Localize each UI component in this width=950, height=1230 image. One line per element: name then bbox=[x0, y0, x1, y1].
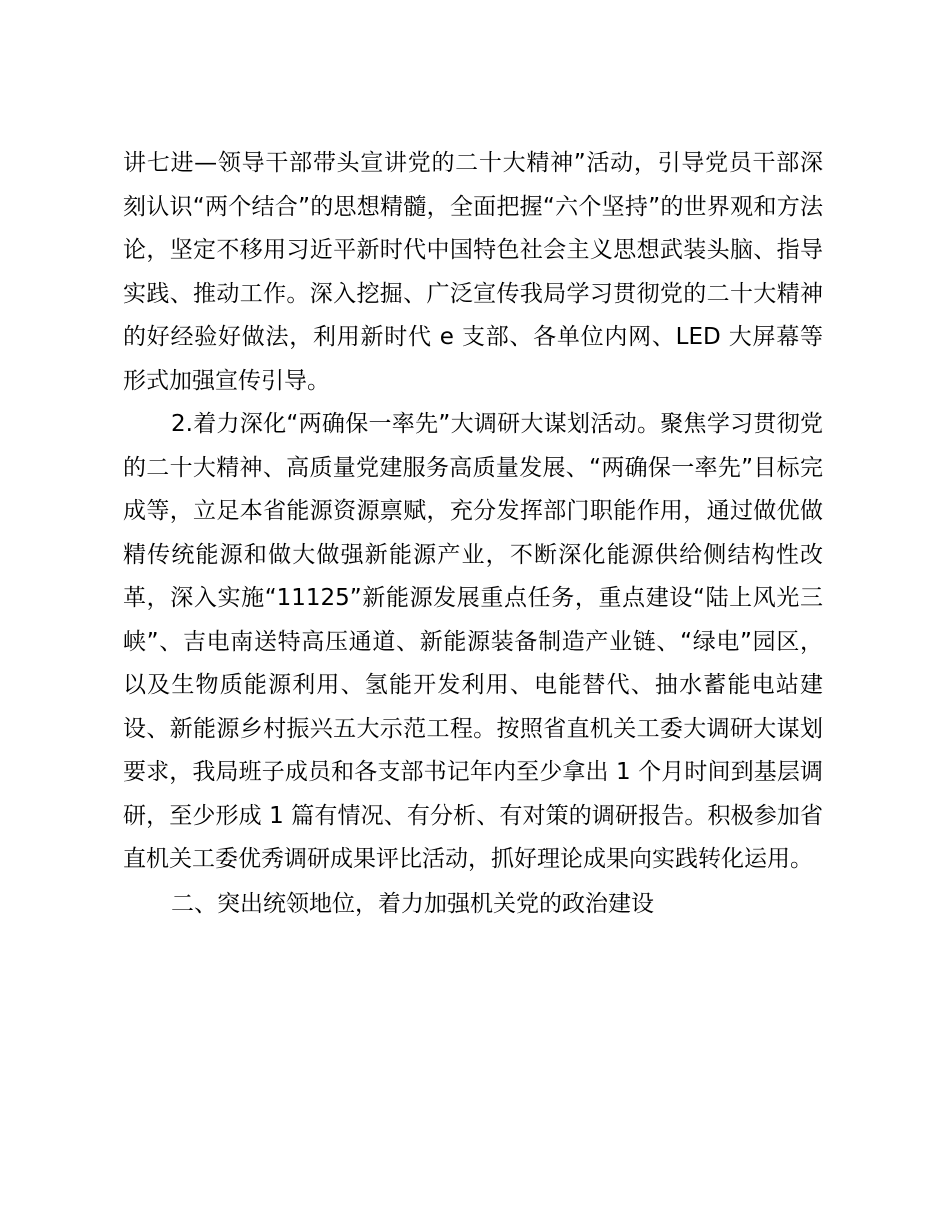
item-2-paragraph: 2.着力深化“两确保一率先”大调研大谋划活动。聚焦学习贯彻党的二十大精神、高质量党建服务高质量发展、“两确保一率先”目标完成等，立足本省能源资源禀赋，充分发挥部门职能作用，通过做优做精传统能源和做大做强新能源产业，不断深化能源供给侧结构性改革，深入实施“11125”新能源发展重点任务，重点建设“陆上风光三峡”、吉电南送特高压通道、新能源装备制造产业链、“绿电”园区，以及生物质能源利用、氢能开发利用、电能替代、抽水蓄能电站建设、新能源乡村振兴五大示范工程。按照省直机关工委大调研大谋划要求，我局班子成员和各支部书记年内至少拿出 1 个月时间到基层调研，至少形成 1 篇有情况、有分析、有对策的调研报告。积极参加省直机关工委优秀调研成果评比活动，抓好理论成果向实践转化运用。 bbox=[123, 411, 823, 872]
continuation-paragraph: 讲七进—领导干部带头宣讲党的二十大精神”活动，引导党员干部深刻认识“两个结合”的思想精髓，全面把握“六个坚持”的世界观和方法论，坚定不移用习近平新时代中国特色社会主义思想武装头脑、指导实践、推动工作。深入挖掘、广泛宣传我局学习贯彻党的二十大精神的好经验好做法，利用新时代 e 支部、各单位内网、LED 大屏幕等形式加强宣传引导。 bbox=[123, 150, 823, 394]
section-heading: 二、突出统领地位，着力加强机关党的政治建设 bbox=[171, 891, 654, 917]
document-body bbox=[123, 142, 823, 927]
